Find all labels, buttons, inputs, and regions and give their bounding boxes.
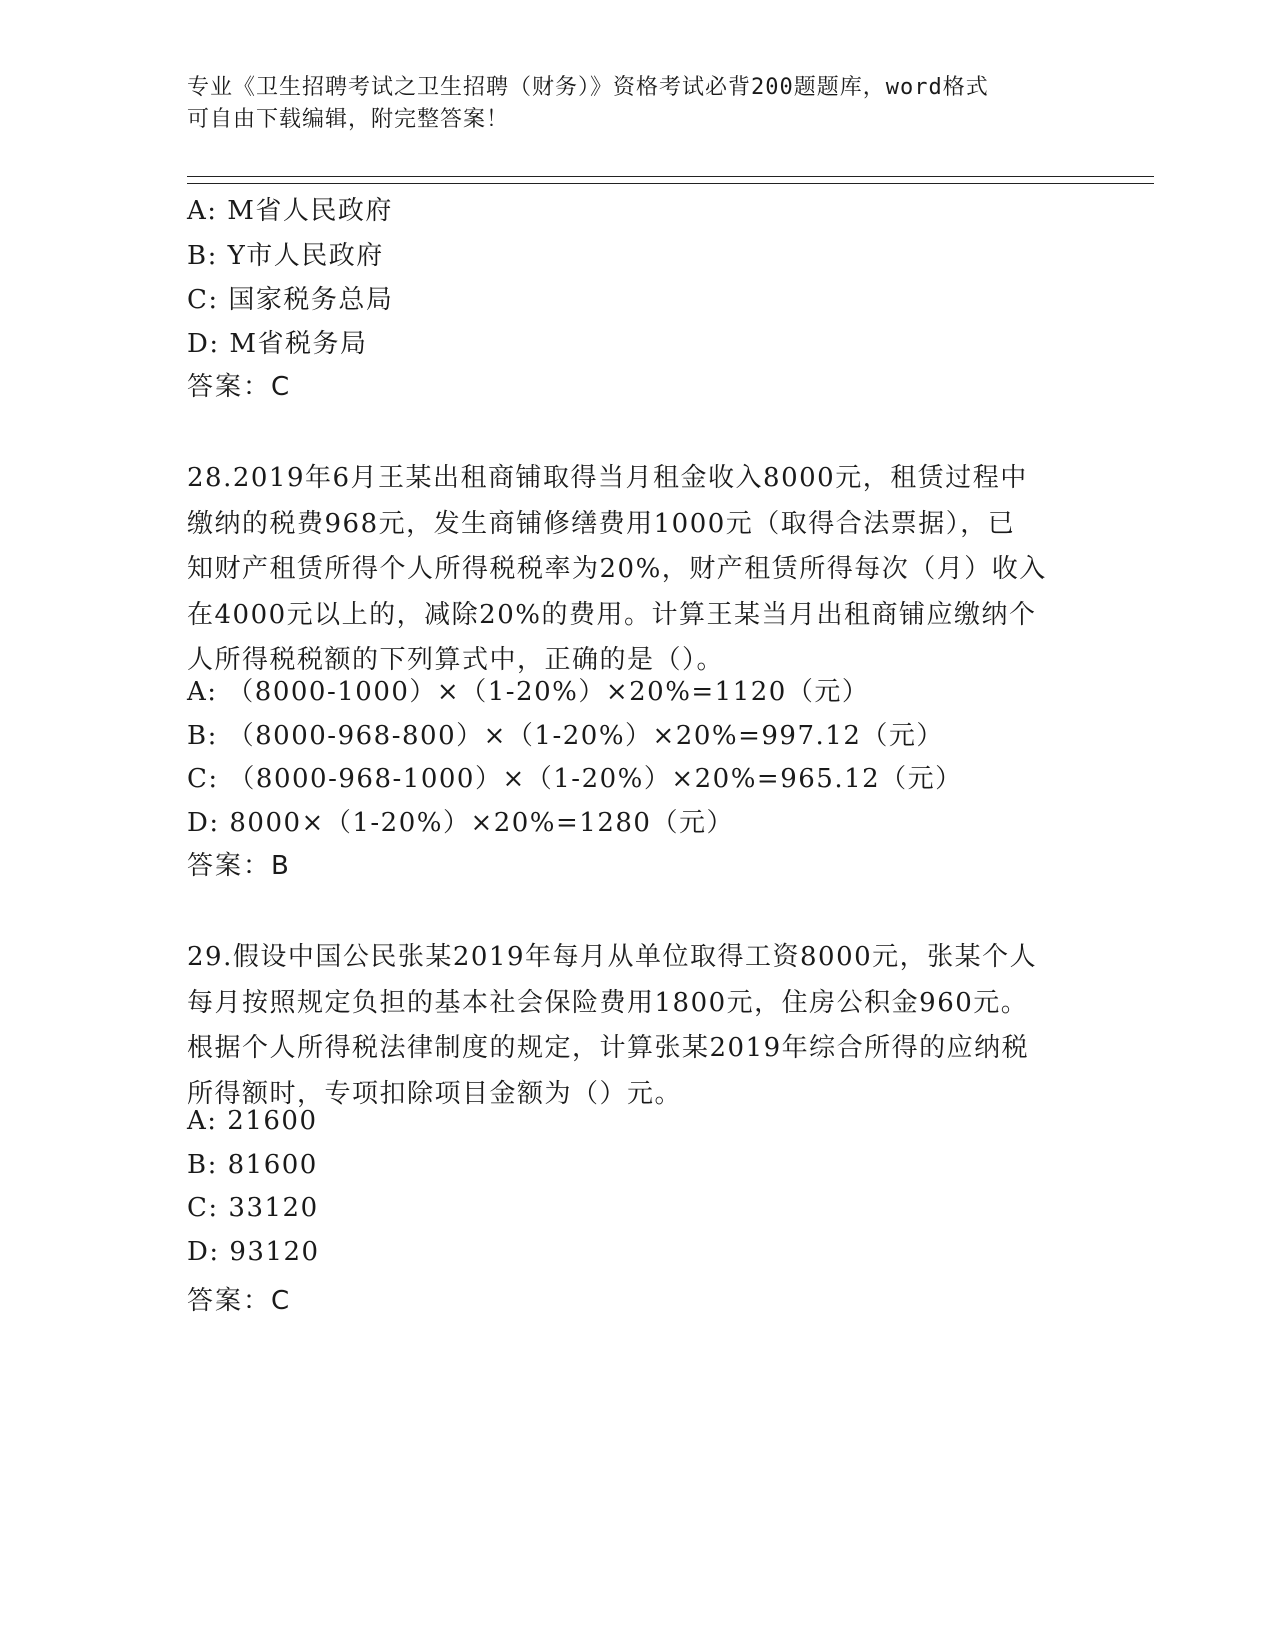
q29-option-a: A: 21600	[187, 1106, 318, 1136]
q28-stem-line-3: 知财产租赁所得个人所得税税率为20%，财产租赁所得每次（月）收入	[187, 554, 1047, 584]
header-line-2: 可自由下载编辑，附完整答案！	[187, 107, 510, 132]
page-header	[187, 72, 1087, 136]
q29-stem	[187, 935, 1087, 1117]
q27-option-b: B: Y市人民政府	[187, 241, 384, 271]
q28-answer: 答案：B	[187, 851, 291, 881]
q28-option-b: B: （8000-968-800）×（1-20%）×20%=997.12（元）	[187, 721, 944, 751]
q28-option-a: A: （8000-1000）×（1-20%）×20%=1120（元）	[187, 677, 870, 707]
q29-stem-line-1: 29.假设中国公民张某2019年每月从单位取得工资8000元，张某个人	[187, 942, 1038, 972]
q28-stem-line-5: 人所得税税额的下列算式中，正确的是（）。	[187, 645, 725, 675]
q29-stem-line-3: 根据个人所得税法律制度的规定，计算张某2019年综合所得的应纳税	[187, 1033, 1030, 1063]
q29-option-c: C: 33120	[187, 1193, 319, 1223]
header-divider	[187, 176, 1154, 184]
q29-option-b: B: 81600	[187, 1150, 318, 1180]
q27-option-a: A: M省人民政府	[187, 196, 393, 226]
q28-stem-line-4: 在4000元以上的，减除20%的费用。计算王某当月出租商铺应缴纳个	[187, 599, 1037, 630]
q28-stem-line-2: 缴纳的税费968元，发生商铺修缮费用1000元（取得合法票据），已	[187, 508, 1016, 539]
q28-stem	[187, 456, 1087, 684]
q29-stem-line-2: 每月按照规定负担的基本社会保险费用1800元，住房公积金960元。	[187, 987, 1029, 1018]
q29-option-d: D: 93120	[187, 1237, 320, 1267]
q29-stem-line-4: 所得额时，专项扣除项目金额为（）元。	[187, 1078, 683, 1109]
q27-option-c: C: 国家税务总局	[187, 285, 394, 315]
q29-answer: 答案：C	[187, 1286, 292, 1316]
q27-option-d: D: M省税务局	[187, 329, 368, 359]
q27-answer: 答案：C	[187, 372, 292, 402]
header-line-1: 专业《卫生招聘考试之卫生招聘（财务）》资格考试必背200题题库，word格式	[187, 75, 989, 100]
q28-option-d: D: 8000×（1-20%）×20%=1280（元）	[187, 808, 734, 838]
q28-stem-line-1: 28.2019年6月王某出租商铺取得当月租金收入8000元，租赁过程中	[187, 463, 1028, 493]
q28-option-c: C: （8000-968-1000）×（1-20%）×20%=965.12（元）	[187, 764, 963, 794]
